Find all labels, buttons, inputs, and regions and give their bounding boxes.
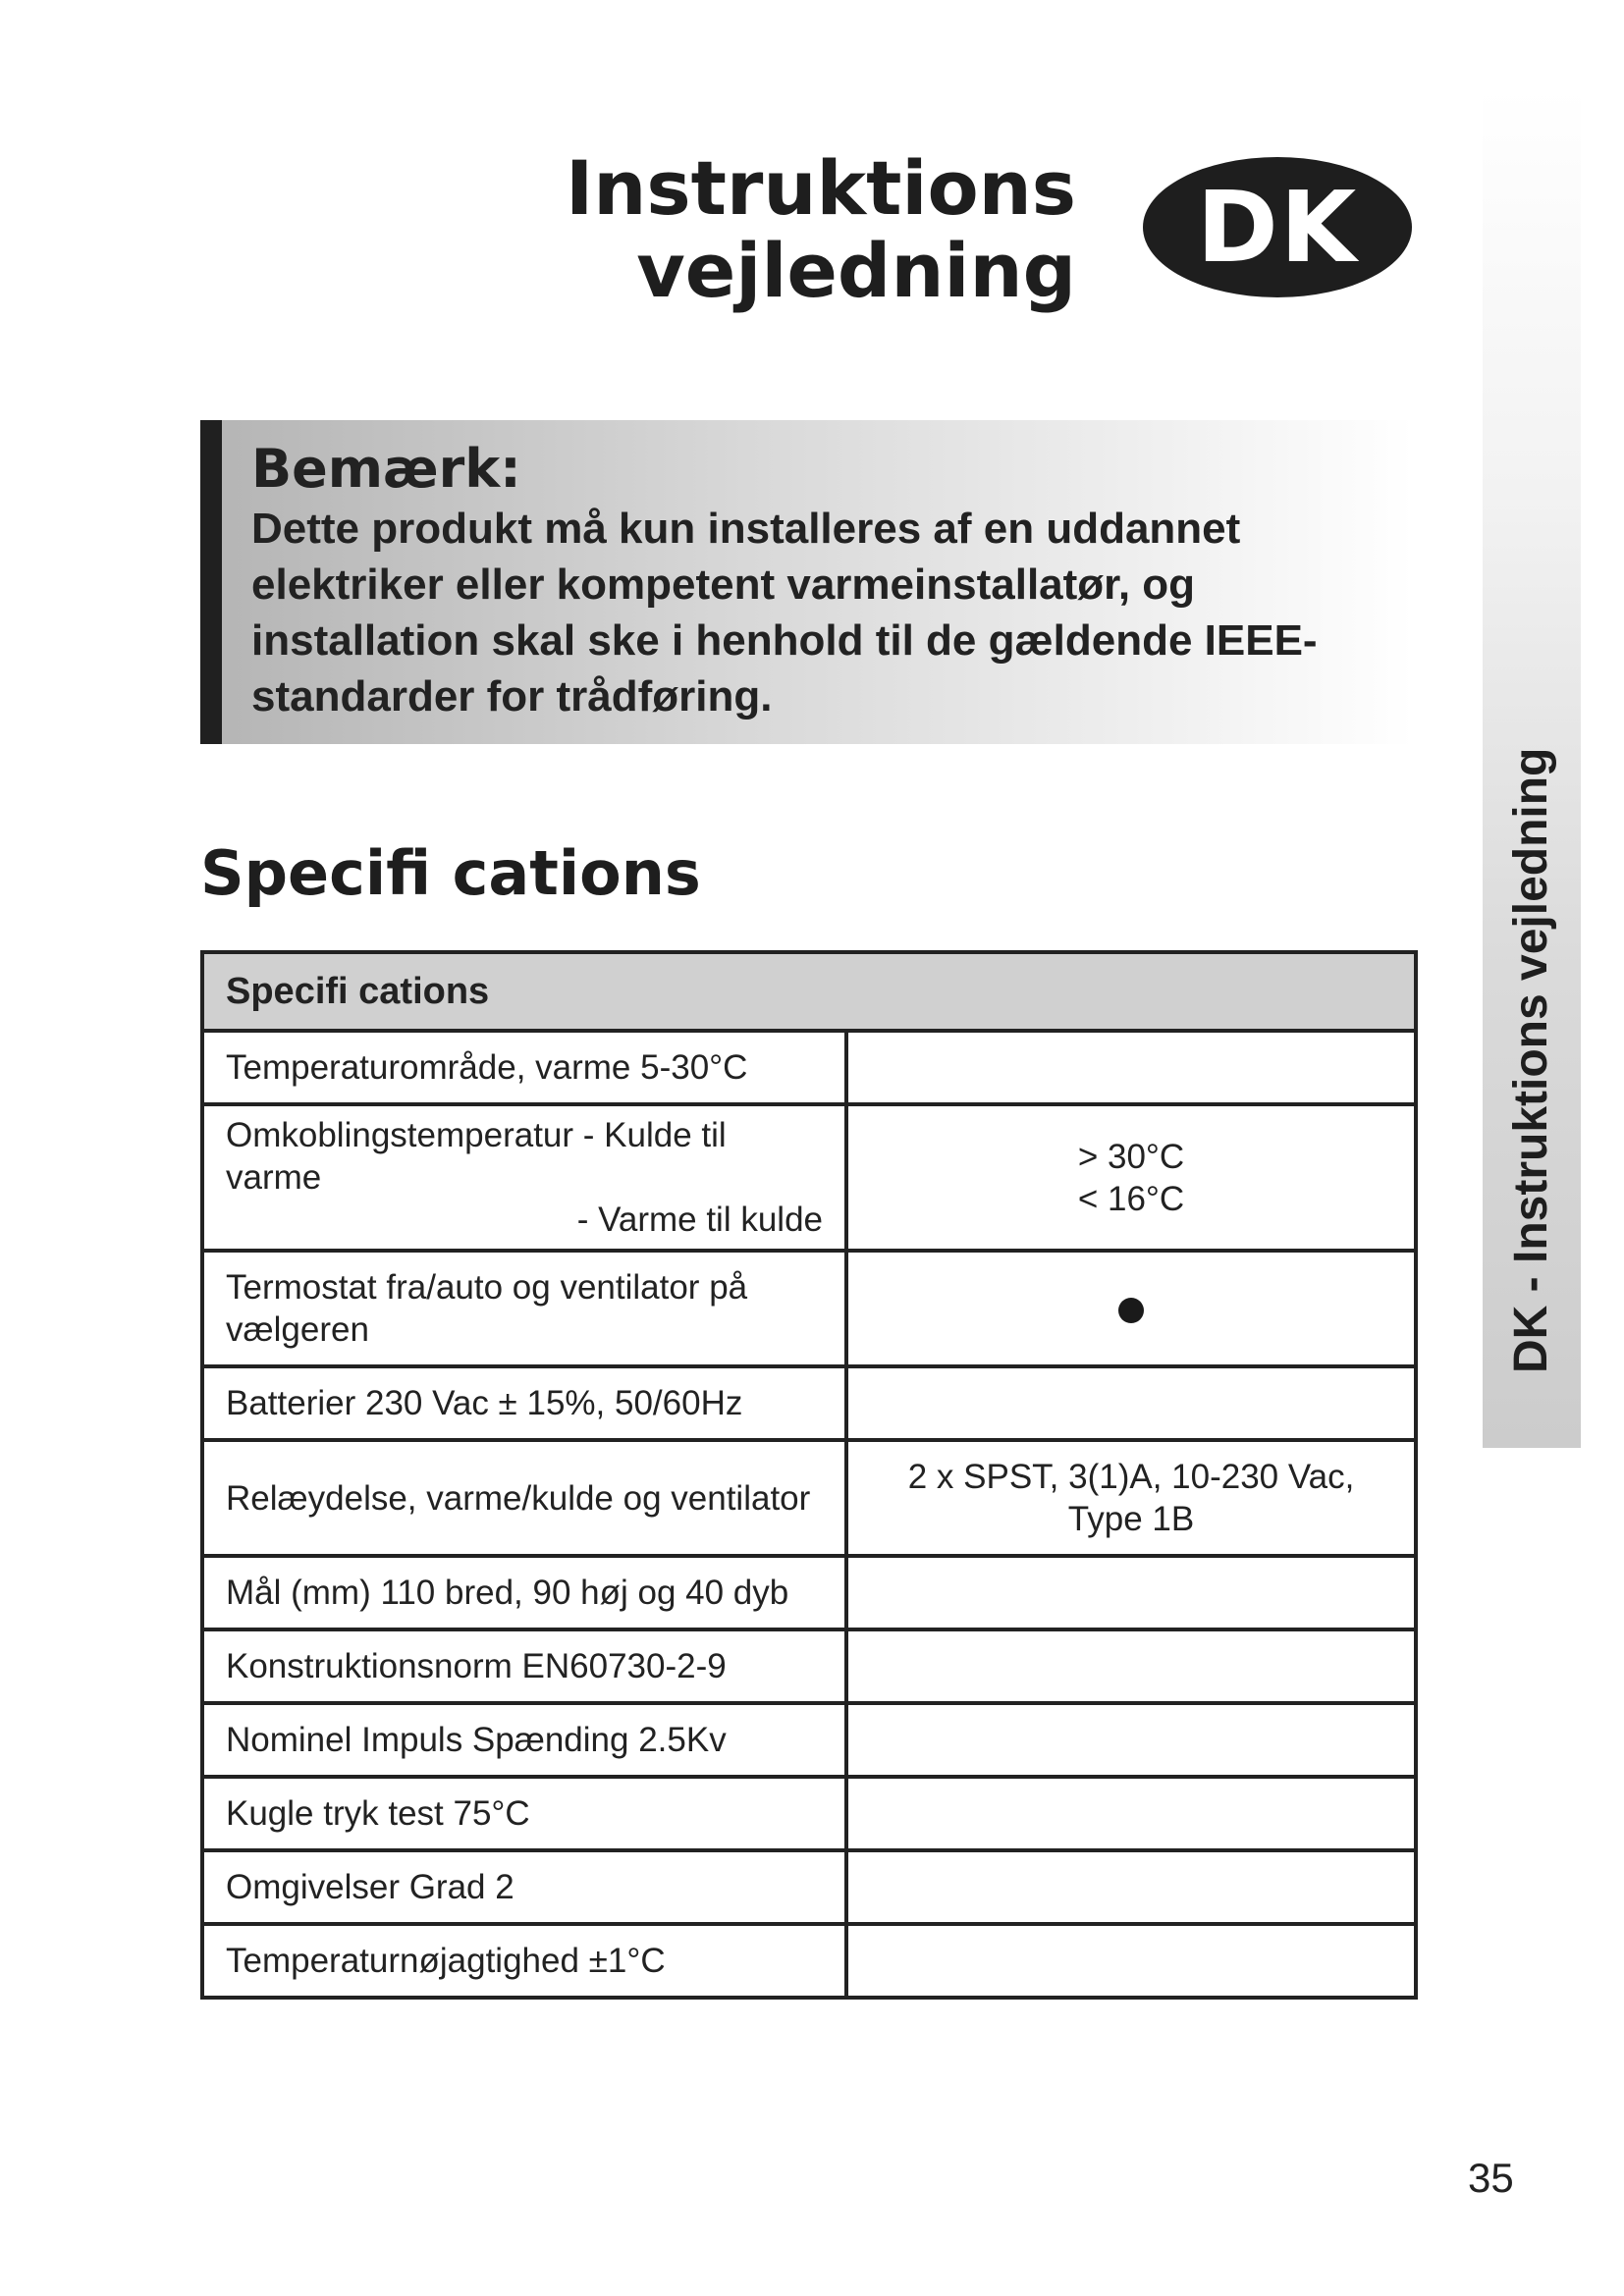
spec-label: Termostat fra/auto og ventilator på vælgeren	[202, 1251, 846, 1366]
spec-value-line: Type 1B	[1067, 1500, 1195, 1538]
page-title	[565, 144, 1076, 314]
spec-value	[846, 1366, 1416, 1440]
note-body: Dette produkt må kun installeres af en uddannet elektriker eller kompetent varmeinstallatør, og installation skal ske i henhold til de gældende IEEE-standarder for trådføring.	[251, 505, 1318, 721]
spec-label: Temperaturnøjagtighed ±1°C	[202, 1924, 846, 1998]
title-line-1: Instruktions	[565, 144, 1076, 232]
table-row	[202, 1850, 1416, 1924]
language-badge-label: DK	[1196, 169, 1359, 285]
section-heading: Specifi cations	[200, 837, 701, 909]
spec-label: Relæydelse, varme/kulde og ventilator	[202, 1440, 846, 1556]
table-row	[202, 1629, 1416, 1703]
spec-label: Batterier 230 Vac ± 15%, 50/60Hz	[202, 1366, 846, 1440]
spec-label: Omgivelser Grad 2	[202, 1850, 846, 1924]
spec-value	[846, 1440, 1416, 1556]
table-row	[202, 1251, 1416, 1366]
spec-value	[846, 1777, 1416, 1850]
spec-label: Konstruktionsnorm EN60730-2-9	[202, 1629, 846, 1703]
table-header-row	[202, 952, 1416, 1031]
spec-value-line: < 16°C	[1077, 1179, 1185, 1218]
spec-value-line: > 30°C	[1077, 1137, 1185, 1176]
filled-dot-icon	[1118, 1298, 1144, 1323]
table-row	[202, 1031, 1416, 1104]
spec-value-line: 2 x SPST, 3(1)A, 10-230 Vac,	[907, 1458, 1355, 1496]
spec-value	[846, 1703, 1416, 1777]
spec-label: Kugle tryk test 75°C	[202, 1777, 846, 1850]
spec-label: Mål (mm) 110 bred, 90 høj og 40 dyb	[202, 1556, 846, 1629]
table-row	[202, 1703, 1416, 1777]
table-row	[202, 1777, 1416, 1850]
spec-value	[846, 1850, 1416, 1924]
spec-value	[846, 1924, 1416, 1998]
side-tab-label: DK - Instruktions vejledning	[1505, 747, 1557, 1373]
side-tab	[1483, 88, 1581, 1448]
title-line-2: vejledning	[636, 227, 1076, 314]
table-row	[202, 1104, 1416, 1251]
language-badge	[1143, 157, 1412, 297]
table-header: Specifi cations	[202, 952, 1416, 1031]
spec-label-line: - Varme til kulde	[576, 1201, 823, 1239]
table-row	[202, 1924, 1416, 1998]
table-row	[202, 1366, 1416, 1440]
spec-value	[846, 1251, 1416, 1366]
spec-value	[846, 1556, 1416, 1629]
note-heading: Bemærk:	[251, 438, 521, 500]
note-accent-bar	[200, 420, 222, 744]
spec-value	[846, 1104, 1416, 1251]
spec-label-line: Omkoblingstemperatur - Kulde til varme	[226, 1116, 727, 1197]
spec-label: Temperaturområde, varme 5-30°C	[202, 1031, 846, 1104]
spec-label	[202, 1104, 846, 1251]
spec-value	[846, 1629, 1416, 1703]
table-row	[202, 1556, 1416, 1629]
page-number: 35	[1468, 2155, 1514, 2201]
spec-label: Nominel Impuls Spænding 2.5Kv	[202, 1703, 846, 1777]
spec-value	[846, 1031, 1416, 1104]
specifications-table	[200, 950, 1418, 2000]
table-row	[202, 1440, 1416, 1556]
note-box	[200, 420, 1414, 744]
